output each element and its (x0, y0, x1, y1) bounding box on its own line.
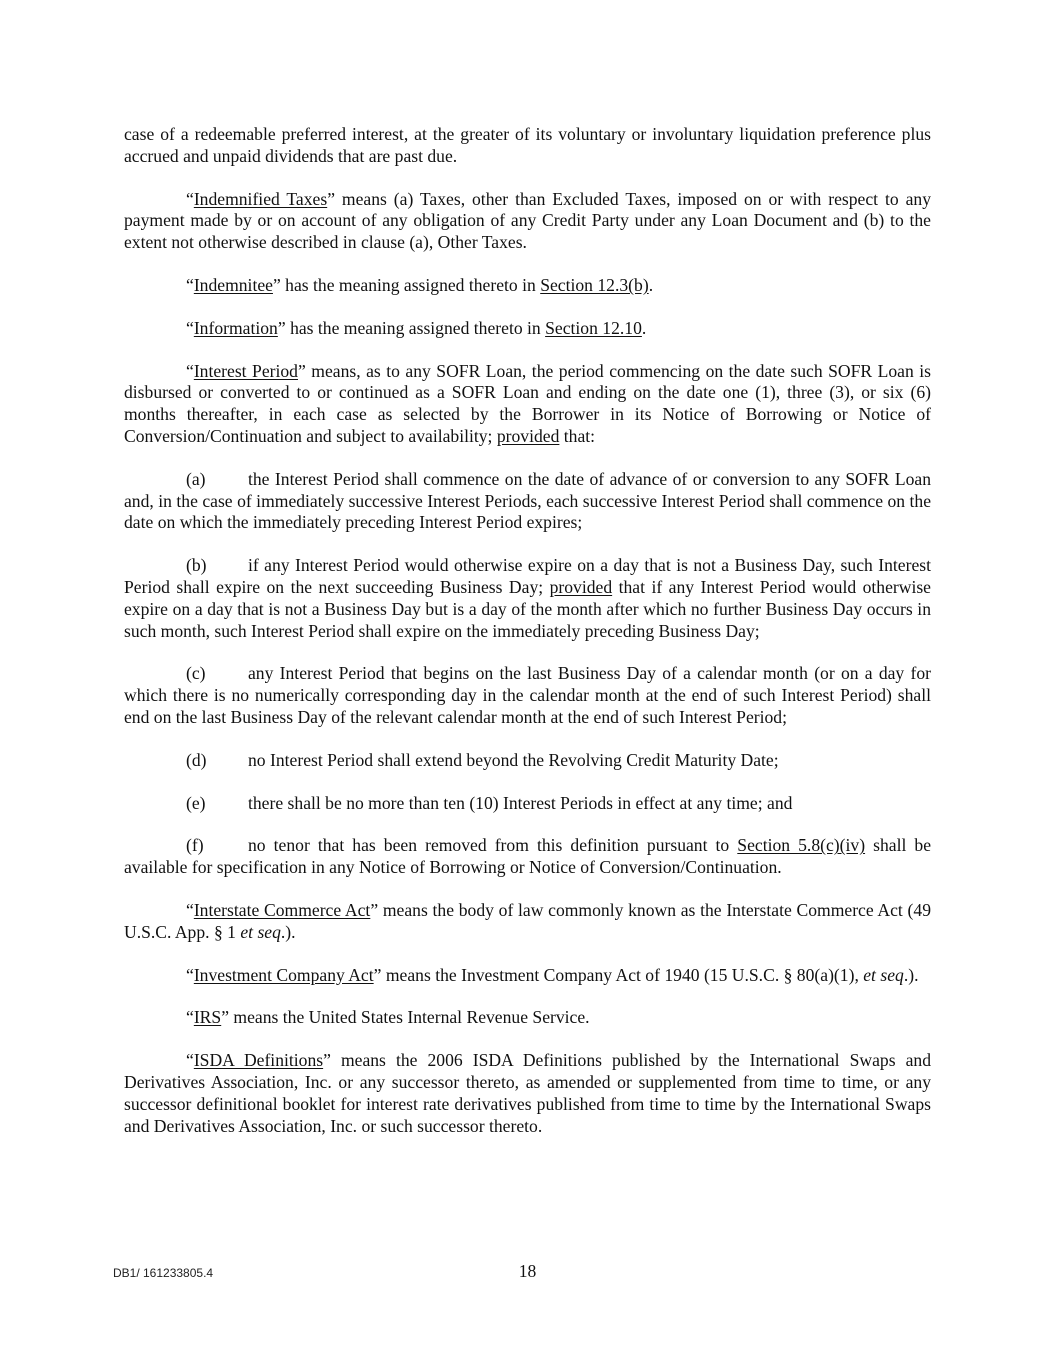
clause-label: (f) (186, 835, 204, 856)
document-id: DB1/ 161233805.4 (113, 1266, 214, 1280)
definition-interstate-commerce-act: “Interstate Commerce Act” means the body of law commonly known as the Interstate Commerce Act (49 U.S.C. App. § 1 et seq.). (124, 899, 931, 942)
clause-f: (f) no tenor that has been removed from this definition pursuant to Section 5.8(c)(iv) shall be available for specification in any Notice of Borrowing or Notice of Conversion/Continuation. (124, 835, 932, 878)
clause-label: (d) (186, 749, 207, 770)
paragraph-continuation: case of a redeemable preferred interest, at the greater of its voluntary or involuntary liquidation preference plus accrued and unpaid dividends that are past due. (124, 124, 931, 166)
clause-label: (b) (186, 555, 207, 576)
section-reference: Section 5.8(c)(iv) (737, 835, 866, 856)
section-reference: Section 12.3(b) (540, 274, 649, 295)
definition-investment-company-act: “Investment Company Act” means the Investment Company Act of 1940 (15 U.S.C. § 80(a)(1), et seq.). (186, 964, 919, 985)
clause-d: (d) no Interest Period shall extend beyond the Revolving Credit Maturity Date; (186, 749, 779, 770)
document-body (124, 124, 931, 1158)
clause-c: (c) any Interest Period that begins on the last Business Day of a calendar month (or on a day for which there is no numerically corresponding day in the calendar month at the end of such Interest Period) shall end on the last Business Day of the relevant calendar month at the end of such Interest Period; (124, 663, 931, 727)
defined-term: Interest Period (193, 360, 298, 381)
clause-b: (b) if any Interest Period would otherwise expire on a day that is not a Business Day, such Interest Period shall expire on the next succeeding Business Day; provided that if any Interest Period would otherwise expire on a day that is not a Business Day but is a day of the month after which no further Business Day occurs in such month, such Interest Period shall expire on the immediately preceding Business Day; (124, 555, 931, 641)
provided-term: provided (496, 425, 560, 446)
defined-term: Indemnitee (193, 274, 273, 295)
clause-e: (e) there shall be no more than ten (10) Interest Periods in effect at any time; and (186, 792, 793, 813)
section-reference: Section 12.10 (545, 317, 642, 338)
definition-indemnified-taxes: “Indemnified Taxes” means (a) Taxes, other than Excluded Taxes, imposed on or with respect to any payment made by or on account of any obligation of any Credit Party under any Loan Document and (b) to the extent not otherwise described in clause (a), Other Taxes. (124, 188, 931, 253)
definition-irs: “IRS” means the United States Internal Revenue Service. (186, 1007, 590, 1028)
clause-label: (a) (186, 468, 206, 489)
latin-phrase: et seq (863, 964, 904, 985)
defined-term: IRS (193, 1007, 222, 1028)
defined-term: Interstate Commerce Act (193, 899, 371, 920)
defined-term: ISDA Definitions (193, 1050, 324, 1071)
definition-interest-period: “Interest Period” means, as to any SOFR Loan, the period commencing on the date such SOFR Loan is disbursed or converted to or continued as a SOFR Loan and ending on the date one (1), three (3), or six (6) months thereafter, in each case as selected by the Borrower in its Notice of Borrowing or Notice of Conversion/Continuation and subject to availability; provided that: (124, 360, 931, 446)
clause-label: (c) (186, 663, 206, 684)
definition-indemnitee: “Indemnitee” has the meaning assigned thereto in Section 12.3(b). (186, 274, 654, 295)
clause-a: (a) the Interest Period shall commence on the date of advance of or conversion to any SOFR Loan and, in the case of immediately successive Interest Periods, each successive Interest Period shall commence on the date on which the immediately preceding Interest Period expires; (124, 468, 931, 533)
provided-term: provided (549, 576, 613, 597)
page-number: 18 (518, 1261, 537, 1281)
defined-term: Investment Company Act (193, 964, 374, 985)
definition-isda-definitions: “ISDA Definitions” means the 2006 ISDA Definitions published by the International Swaps and Derivatives Association, Inc. or any successor thereto, as amended or supplemented from time to time, or any successor definitional booklet for interest rate derivatives published from time to time by the International Swaps and Derivatives Association, Inc. or such successor thereto. (124, 1050, 931, 1136)
defined-term: Information (193, 317, 278, 338)
latin-phrase: et seq (240, 921, 281, 942)
definition-information: “Information” has the meaning assigned thereto in Section 12.10. (186, 317, 647, 338)
clause-label: (e) (186, 792, 206, 813)
defined-term: Indemnified Taxes (193, 188, 328, 209)
